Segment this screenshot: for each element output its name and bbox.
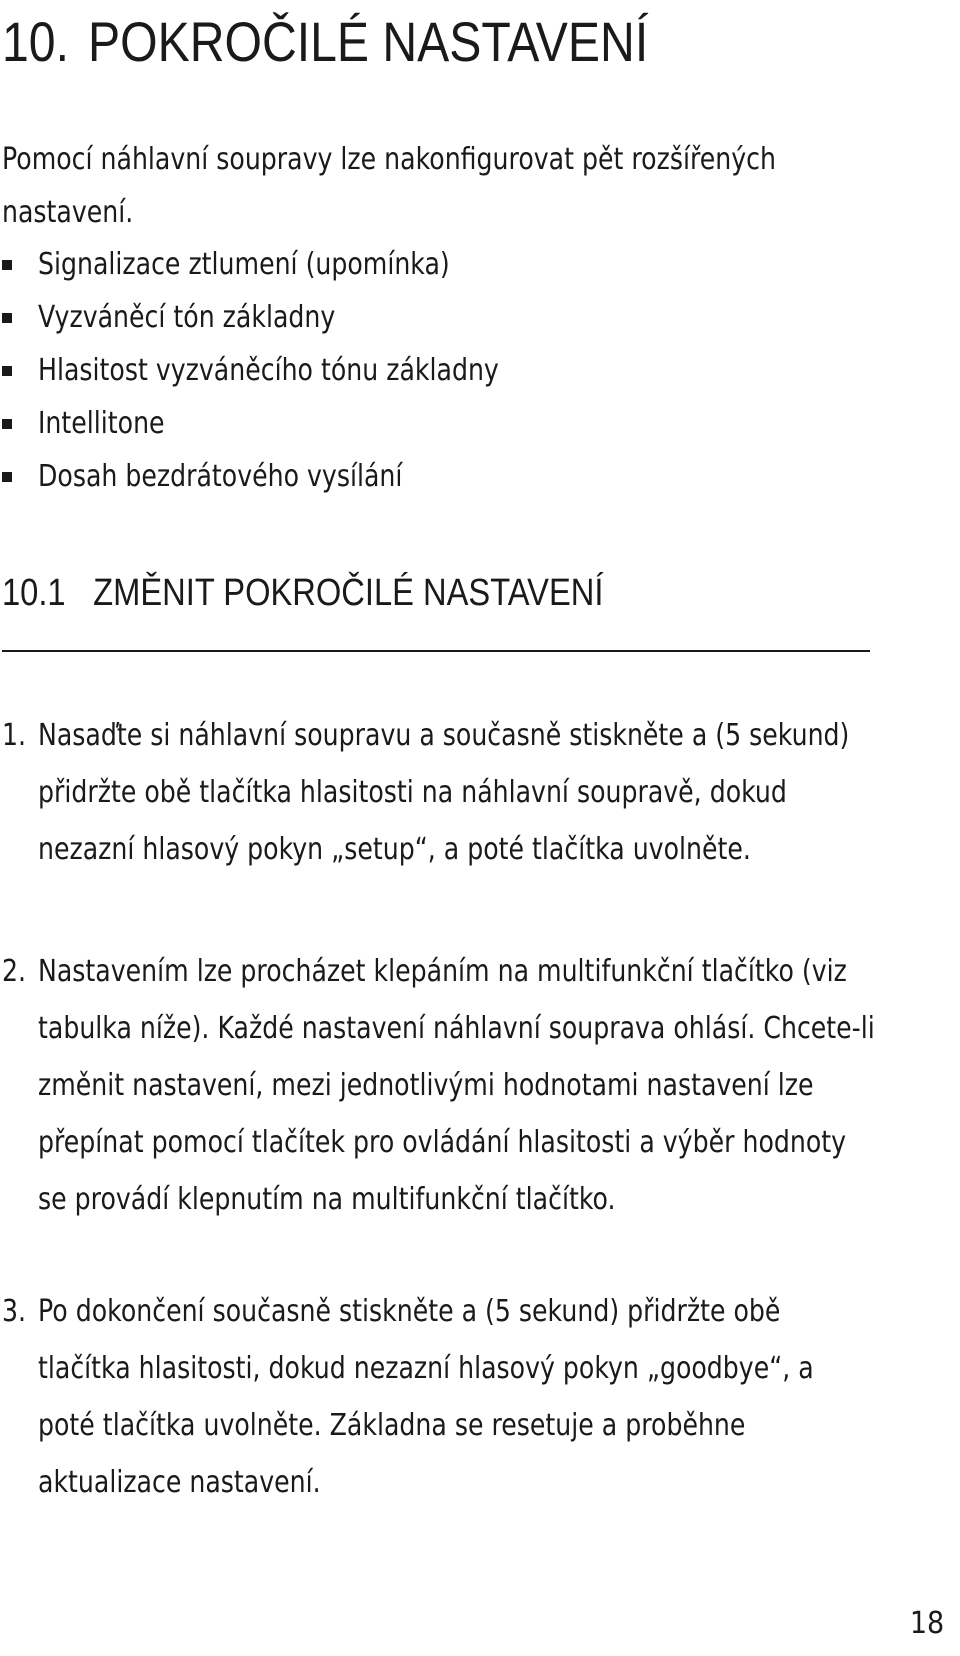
steps-list <box>0 707 960 1511</box>
bullet-square-icon <box>2 419 12 429</box>
step-item <box>0 707 960 943</box>
list-item-text: Vyzváněcí tón základny <box>38 300 336 335</box>
bullet-square-icon <box>2 472 12 482</box>
bullet-square-icon <box>2 260 12 270</box>
list-item <box>0 397 587 450</box>
step-text: Po dokončení současně stiskněte a (5 sekund) přidržte obě tlačítka hlasitosti, dokud nezazní hlasový pokyn „goodbye“, a poté tlačítka uvolněte. Základna se resetuje a proběhne aktualizace nastavení. <box>38 1294 814 1500</box>
section-number: 10.1 <box>2 572 66 614</box>
step-number: 3. <box>2 1294 27 1329</box>
section-title: ZMĚNIT POKROČILÉ NASTAVENÍ <box>93 572 604 614</box>
step-text: Nasaďte si náhlavní soupravu a současně stiskněte a (5 sekund) přidržte obě tlačítka hlasitosti na náhlavní soupravě, dokud nezazní hlasový pokyn „setup“, a poté tlačítka uvolněte. <box>38 718 850 867</box>
list-item <box>0 344 587 397</box>
bullet-square-icon <box>2 313 12 323</box>
page-number: 18 <box>909 1606 944 1641</box>
step-number: 2. <box>2 954 27 989</box>
step-item <box>0 943 960 1283</box>
list-item-text: Hlasitost vyzváněcího tónu základny <box>38 353 499 388</box>
section-divider <box>2 650 870 652</box>
chapter-number: 10. <box>2 10 69 73</box>
section-heading <box>2 565 603 621</box>
page-title <box>2 6 648 78</box>
list-item-text: Intellitone <box>38 406 165 441</box>
list-item <box>0 238 587 291</box>
step-text: Nastavením lze procházet klepáním na multifunkční tlačítko (viz tabulka níže). Každé nastavení náhlavní souprava ohlásí. Chcete-li změnit nastavení, mezi jednotlivými hodnotami nastavení lze přepínat pomocí tlačítek pro ovládání hlasitosti a výběr hodnoty se provádí klepnutím na multifunkční tlačítko. <box>38 954 875 1217</box>
list-item-text: Dosah bezdrátového vysílání <box>38 459 403 494</box>
chapter-title: POKROČILÉ NASTAVENÍ <box>88 10 649 73</box>
step-number: 1. <box>2 718 27 753</box>
step-item <box>0 1283 960 1511</box>
settings-list <box>0 238 587 503</box>
list-item <box>0 450 587 503</box>
intro-paragraph: Pomocí náhlavní soupravy lze nakonfigurovat pět rozšířených nastavení. <box>2 142 776 230</box>
list-item-text: Signalizace ztlumení (upomínka) <box>38 247 450 282</box>
list-item <box>0 291 587 344</box>
bullet-square-icon <box>2 366 12 376</box>
